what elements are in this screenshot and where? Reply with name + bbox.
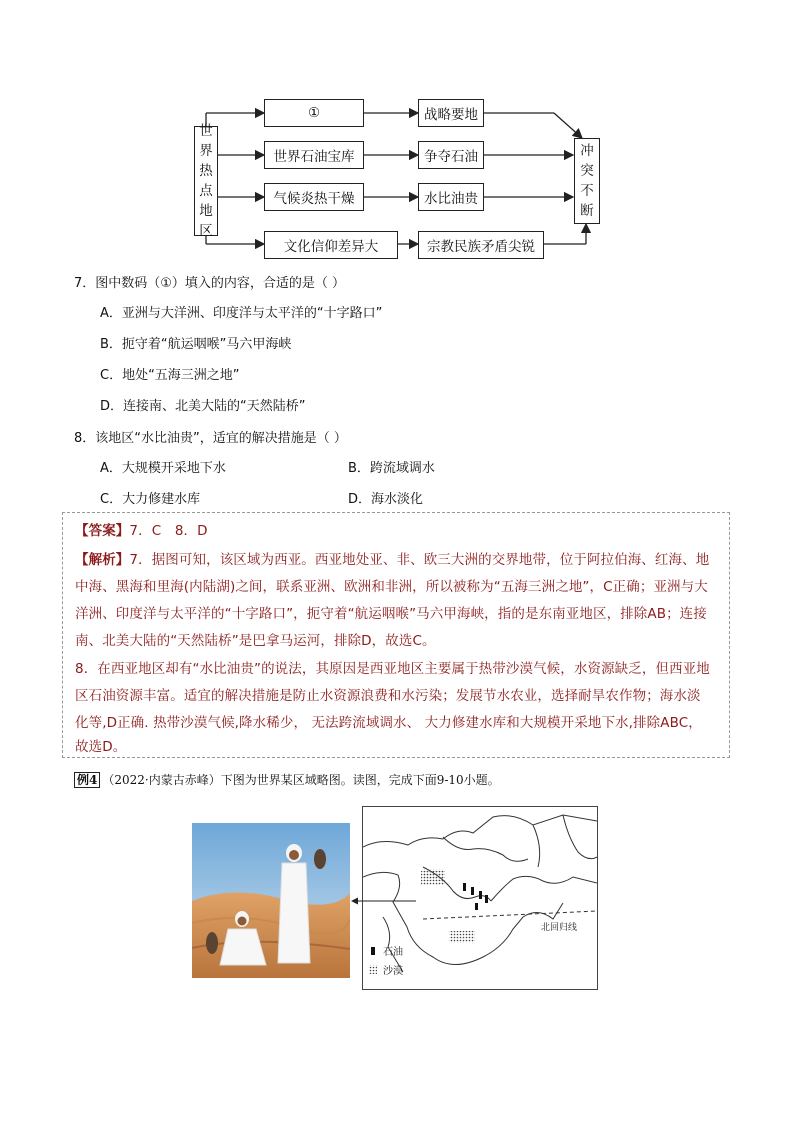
analysis-line: 洋洲、印度洋与太平洋的“十字路口”，扼守着“航运咽喉”马六甲海峡，指的是东南亚地区，排除AB；连接 [75,606,707,622]
oil-legend-label: 石油 [383,947,403,958]
root-node [194,123,218,239]
option-a: A．亚洲与大洋洲、印度洋与太平洋的“十字路口” [100,306,383,321]
result-char: 突 [580,163,594,179]
analysis-line: 中海、黑海和里海(内陆湖)之间，联系亚洲、欧洲和非洲，所以被称为“五海三洲之地”，C正确；亚洲与大 [75,579,708,595]
analysis-line: 8．在西亚地区却有“水比油贵”的说法，其原因是西亚地区主要属于热带沙漠气候，水资源缺乏，但西亚地 [75,661,710,677]
option-d: D．连接南、北美大陆的“天然陆桥” [100,399,306,414]
answer-line [75,519,208,539]
option-c: C．地处“五海三洲之地” [100,368,240,383]
option-a: A．大规模开采地下水 [100,461,226,476]
example-header [74,771,500,788]
root-char: 世 [199,123,213,139]
question-stem: 8．该地区“水比油贵”，适宜的解决措施是（ ） [74,431,347,446]
result-char: 断 [580,203,594,219]
desert-area-1 [421,871,445,885]
answer-box [62,512,730,758]
cause-box-4: 文化信仰差异大 [264,231,398,259]
desert-legend-icon [369,965,377,974]
analysis-line: 区石油资源丰富。适宜的解决措施是防止水资源浪费和水污染；发展节水农业，选择耐旱农作物；海水淡 [75,688,701,704]
option-b: B．跨流域调水 [348,461,435,476]
root-char: 地 [199,203,213,219]
analysis-tag: 【解析】 [75,552,130,568]
flow-arrows [0,0,794,270]
example-label: 例4 [74,772,100,788]
analysis-text: 7．据图可知，该区域为西亚。西亚地处亚、非、欧三大洲的交界地带，位于阿拉伯海、红海、地 [129,552,710,568]
map-photo-arrow [348,896,418,906]
effect-box-1: 战略要地 [418,99,484,127]
analysis-line: 故选D。 [75,739,127,755]
root-char: 热 [199,163,213,179]
cause-box-2: 世界石油宝库 [264,141,364,169]
cause-box-3: 气候炎热干燥 [264,183,364,211]
result-node [574,138,600,224]
oil-legend-icon [371,947,375,955]
question-stem: 7．图中数码（①）填入的内容，合适的是（ ） [74,276,346,291]
desert-legend-label: 沙漠 [383,966,403,977]
answer-tag: 【答案】 [75,523,130,539]
option-b: B．扼守着“航运咽喉”马六甲海峡 [100,337,292,352]
answer-text: 7．C 8．D [129,523,208,539]
desert-area-2 [449,931,475,943]
analysis-line: 南、北美大陆的“天然陆桥”是巴拿马运河，排除D，故选C。 [75,633,436,649]
root-char: 区 [199,223,213,239]
root-char: 界 [199,143,213,159]
tropic-label: 北回归线 [541,923,578,933]
analysis-line: 化等,D正确. 热带沙漠气候,降水稀少， 无法跨流域调水、 大力修建水库和大规模开采地下水,排除ABC， [75,715,702,731]
result-char: 冲 [580,143,594,159]
effect-box-2: 争夺石油 [418,141,484,169]
effect-box-3: 水比油贵 [418,183,484,211]
root-char: 点 [199,183,213,199]
photo-desert-falconers [192,823,350,978]
option-d: D．海水淡化 [348,492,424,507]
cause-box-1: ① [264,99,364,127]
option-c: C．大力修建水库 [100,492,201,507]
example-text: （2022·内蒙古赤峰）下图为世界某区域略图。读图，完成下面9-10小题。 [102,773,500,787]
effect-box-4: 宗教民族矛盾尖锐 [418,231,544,259]
result-char: 不 [580,183,594,199]
analysis-line [75,548,709,568]
